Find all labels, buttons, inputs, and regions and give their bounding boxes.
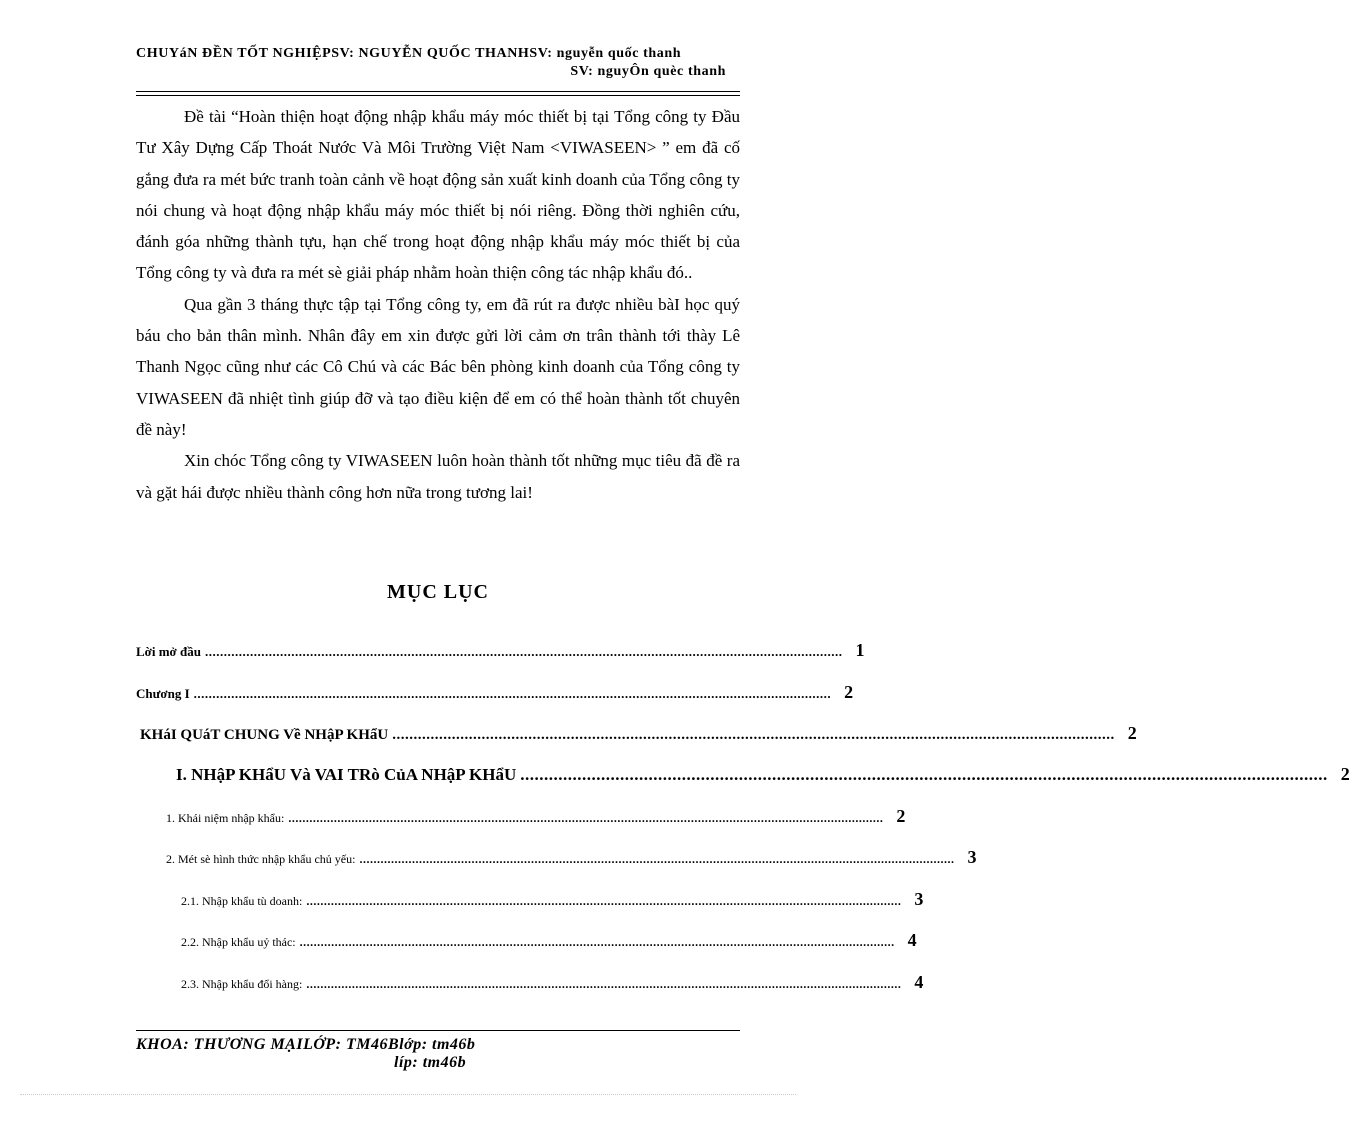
toc-leader-dots: .......................................................................................................................................................................... [306, 894, 902, 908]
toc-entry-page: 4 [907, 930, 917, 950]
toc-entry-khai-quat[interactable] [140, 723, 1137, 744]
toc-leader-dots: .......................................................................................................................................................................... [520, 765, 1328, 784]
toc-leader-dots: .......................................................................................................................................................................... [193, 686, 832, 701]
toc-entry-loi-mo-dau[interactable] [136, 640, 865, 661]
toc-entry-2[interactable] [166, 847, 977, 868]
running-header [136, 46, 740, 80]
toc-leader-dots: .......................................................................................................................................................................... [392, 727, 1115, 743]
toc-entry-page: 1 [855, 640, 865, 660]
toc-entry-label: 2. Mét sè hình thức nhập khẩu chủ yếu: [166, 852, 356, 866]
toc-entry-page: 3 [914, 889, 924, 909]
toc-entry-page: 4 [914, 972, 924, 992]
footer-line-1: KHOA: THƯƠNG MẠILỚP: TM46Blớp: tm46b [136, 1036, 476, 1053]
toc-entry-label: 2.3. Nhập khẩu đổi hàng: [181, 977, 303, 991]
toc-leader-dots: .......................................................................................................................................................................... [306, 977, 902, 991]
toc-leader-dots: .......................................................................................................................................................................... [359, 852, 955, 866]
toc-leader-dots: .......................................................................................................................................................................... [204, 644, 843, 659]
body-text [136, 101, 740, 508]
toc-entry-label: KHáI QUáT CHUNG Về NHậP KHẩU [140, 727, 389, 743]
toc-entry-page: 2 [1340, 764, 1350, 784]
header-double-rule [136, 91, 740, 96]
footer-line-2: líp: tm46b [394, 1054, 467, 1071]
toc-entry-2-2[interactable] [181, 930, 917, 951]
toc-entry-label: 2.2. Nhập khẩu uỷ thác: [181, 935, 296, 949]
header-line-1: CHUYáN ĐỀN TỐT NGHIỆPSV: NGUYỄN QUỐC THANHSV: nguyễn quốc thanh [136, 46, 682, 61]
running-footer [136, 1036, 740, 1072]
paragraph-3: Xin chóc Tổng công ty VIWASEEN luôn hoàn thành tốt những mục tiêu đã đề ra và gặt hái được nhiều thành công hơn nữa trong tương lai! [136, 451, 740, 502]
toc-entry-chuong-1[interactable] [136, 682, 854, 703]
toc-leader-dots: .......................................................................................................................................................................... [299, 935, 895, 949]
toc-leader-dots: .......................................................................................................................................................................... [288, 811, 884, 825]
toc-entry-label: 1. Khái niệm nhập khẩu: [166, 811, 285, 825]
paragraph-2: Qua gần 3 tháng thực tập tại Tổng công ty, em đã rút ra được nhiều bàI học quý báu cho bản thân mình. Nhân đây em xin được gửi lời cảm ơn trân thành tới thày Lê Thanh Ngọc cũng như các Cô Chú và các Bác bên phòng kinh doanh của Tổng công ty VIWASEEN đã nhiệt tình giúp đỡ và tạo điều kiện để em có thể hoàn thành tốt chuyên đề này! [136, 294, 740, 439]
toc-entry-1[interactable] [166, 806, 906, 827]
paragraph-1: Đề tài “Hoàn thiện hoạt động nhập khẩu máy móc thiết bị tại Tổng công ty Đầu Tư Xây Dựng Cấp Thoát Nước Và Môi Trường Việt Nam <VIWASEEN> ” em đã cố gắng đưa ra mét bức tranh toàn cảnh về hoạt động sản xuất kinh doanh của Tổng công ty nói chung và hoạt động nhập khẩu máy móc thiết bị nói riêng. Đồng thời nghiên cứu, đánh góa những thành tựu, hạn chế trong hoạt động nhập khẩu máy móc thiết bị của Tổng công ty và đưa ra mét sè giải pháp nhằm hoàn thiện công tác nhập khẩu đó.. [136, 107, 740, 283]
toc-entry-page: 2 [1127, 723, 1137, 743]
page-bottom-dotted-line [20, 1094, 796, 1095]
toc-entry-section-1[interactable] [176, 764, 1350, 785]
toc-entry-label: 2.1. Nhập khẩu tù doanh: [181, 894, 303, 908]
toc-entry-label: Chương I [136, 686, 190, 701]
toc-entry-page: 2 [896, 806, 906, 826]
toc-entry-label: Lời mở đầu [136, 644, 201, 659]
toc-entry-2-3[interactable] [181, 972, 924, 993]
header-line-2: SV: nguyÔn quèc thanh [570, 64, 726, 79]
toc-entry-page: 2 [844, 682, 854, 702]
toc-title: MỤC LỤC [387, 581, 489, 603]
toc-entry-label: I. NHậP KHẩU Và VAI TRò CủA NHậP KHẩU [176, 765, 517, 784]
toc-entry-page: 3 [967, 847, 977, 867]
footer-rule [136, 1030, 740, 1031]
toc-entry-2-1[interactable] [181, 889, 924, 910]
